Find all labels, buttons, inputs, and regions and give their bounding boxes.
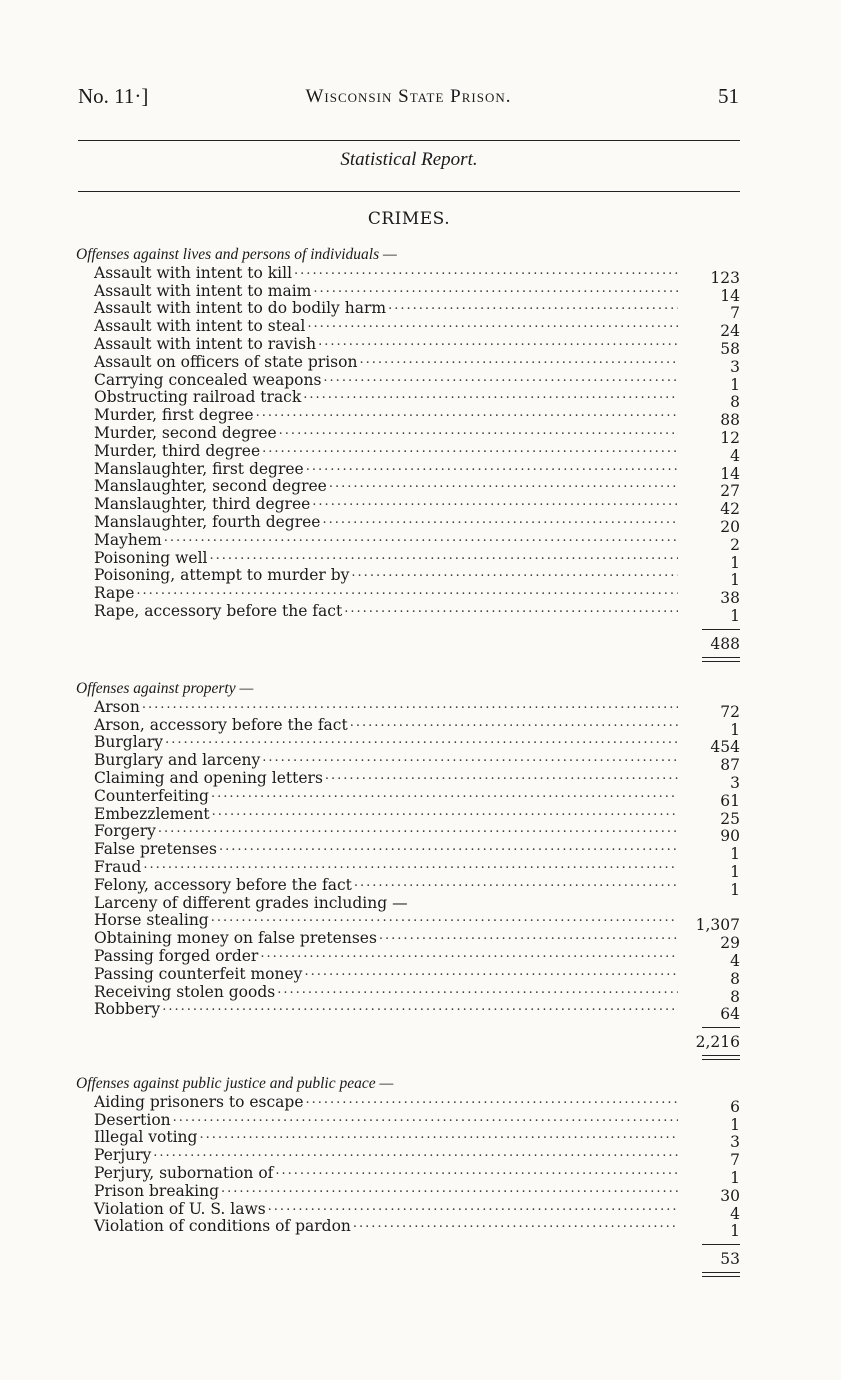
table-row xyxy=(76,459,740,483)
offense-label: False pretenses xyxy=(94,840,217,859)
offense-label: Larceny of different grades including — xyxy=(94,893,408,912)
offense-count: 454 xyxy=(710,738,740,757)
offense-count: 88 xyxy=(720,411,740,430)
dot-leader xyxy=(277,982,678,998)
offense-label: Perjury, subornation of xyxy=(94,1163,274,1182)
offense-count: 1 xyxy=(730,845,740,864)
double-rule xyxy=(702,1272,740,1273)
table-row xyxy=(76,928,740,953)
offense-count: 24 xyxy=(720,322,740,341)
offense-count: 3 xyxy=(730,1133,740,1152)
table-row xyxy=(76,548,740,572)
dot-leader xyxy=(153,1145,678,1161)
dot-leader xyxy=(344,601,678,617)
offense-label: Fraud xyxy=(94,857,142,876)
table-row xyxy=(76,530,740,554)
dot-leader xyxy=(162,999,678,1015)
dot-leader xyxy=(173,1110,678,1126)
offense-label: Obtaining money on false pretenses xyxy=(94,929,377,948)
section-title: Offenses against lives and persons of individuals — xyxy=(76,246,397,263)
offense-count: 14 xyxy=(720,464,740,483)
table-row xyxy=(76,1199,740,1223)
table-row xyxy=(76,1128,740,1152)
offense-count: 4 xyxy=(730,1204,740,1223)
offense-count: 58 xyxy=(720,339,740,358)
section-public-justice xyxy=(76,1075,740,1286)
offense-count: 8 xyxy=(730,393,740,412)
dot-leader xyxy=(351,565,678,581)
table-row xyxy=(76,1000,740,1024)
top-rule xyxy=(78,140,740,141)
table-row xyxy=(76,733,740,757)
offense-label: Arson, accessory before the fact xyxy=(94,715,348,734)
offense-label: Counterfeiting xyxy=(94,786,209,805)
offense-count: 38 xyxy=(720,589,740,608)
offense-label: Murder, second degree xyxy=(94,423,277,442)
offense-count: 1 xyxy=(730,880,740,899)
offense-count: 14 xyxy=(720,286,740,305)
section-total xyxy=(76,1234,740,1286)
table-row xyxy=(76,334,740,358)
dot-leader xyxy=(325,768,678,784)
table-row xyxy=(76,388,740,412)
offense-count: 29 xyxy=(720,934,740,953)
table-row xyxy=(76,964,740,988)
offense-label: Forgery xyxy=(94,822,156,841)
offense-label: Embezzlement xyxy=(94,804,210,823)
dot-leader xyxy=(260,946,678,962)
dot-leader xyxy=(199,1127,678,1143)
double-rule xyxy=(702,657,740,658)
dot-leader xyxy=(262,441,678,457)
section-lives-persons xyxy=(76,246,740,671)
dot-leader xyxy=(275,1163,678,1179)
offense-count: 8 xyxy=(730,969,740,988)
offense-count: 27 xyxy=(720,482,740,501)
offense-label: Desertion xyxy=(94,1110,171,1129)
offense-count: 1 xyxy=(730,375,740,394)
page-header xyxy=(78,84,739,114)
dot-leader xyxy=(268,1199,678,1215)
offense-label: Manslaughter, first degree xyxy=(94,459,304,478)
table-row xyxy=(76,1217,740,1241)
dot-leader xyxy=(350,715,678,731)
dot-leader xyxy=(165,732,678,748)
total-rule xyxy=(702,629,740,630)
offense-label: Burglary xyxy=(94,733,164,752)
offense-count: 4 xyxy=(730,446,740,465)
offense-label: Assault on officers of state prison xyxy=(94,352,358,371)
offense-count: 42 xyxy=(720,500,740,519)
table-row xyxy=(76,893,740,911)
double-rule xyxy=(702,1055,740,1056)
offense-label: Assault with intent to steal xyxy=(94,317,306,336)
dot-leader xyxy=(353,1216,678,1232)
offense-count: 64 xyxy=(720,1005,740,1024)
table-row xyxy=(76,316,740,341)
subtitle-rule xyxy=(78,191,740,192)
offense-count: 1 xyxy=(730,720,740,739)
dot-leader xyxy=(136,583,678,599)
dot-leader xyxy=(306,459,678,475)
offense-label: Passing forged order xyxy=(94,946,259,965)
running-title: Wisconsin State Prison. xyxy=(305,86,512,107)
dot-leader xyxy=(210,548,678,564)
dot-leader xyxy=(312,494,678,510)
offense-label: Murder, first degree xyxy=(94,406,254,425)
offense-label: Murder, third degree xyxy=(94,441,261,460)
offense-count: 1 xyxy=(730,606,740,625)
table-row xyxy=(76,423,740,447)
table-row xyxy=(76,281,740,305)
table-row xyxy=(76,566,740,590)
dot-leader xyxy=(354,875,678,891)
offense-label: Arson xyxy=(94,697,140,716)
double-rule xyxy=(702,661,740,662)
dot-leader xyxy=(303,387,678,403)
table-row xyxy=(76,982,740,1006)
table-row xyxy=(76,512,740,536)
table-row xyxy=(76,477,740,501)
dot-leader xyxy=(359,352,678,368)
section-property xyxy=(76,680,740,1069)
dot-leader xyxy=(158,821,678,837)
double-rule xyxy=(702,1059,740,1060)
offense-label: Violation of U. S. laws xyxy=(94,1199,266,1218)
offense-count: 1 xyxy=(730,553,740,572)
offense-count: 12 xyxy=(720,428,740,447)
dot-leader xyxy=(219,839,678,855)
table-row xyxy=(76,263,740,287)
offense-label: Manslaughter, fourth degree xyxy=(94,512,321,531)
offense-label: Poisoning, attempt to murder by xyxy=(94,566,350,585)
dot-leader xyxy=(256,405,678,421)
offense-label: Obstructing railroad track xyxy=(94,388,302,407)
offense-count: 61 xyxy=(720,791,740,810)
dot-leader xyxy=(294,263,678,279)
offense-count: 1 xyxy=(730,862,740,881)
dot-leader xyxy=(212,804,678,820)
dot-leader xyxy=(221,1181,678,1197)
offense-count: 25 xyxy=(720,809,740,828)
total-rule xyxy=(702,1027,740,1028)
offense-count: 1 xyxy=(730,1222,740,1241)
offense-label: Rape xyxy=(94,584,135,603)
dot-leader xyxy=(379,928,678,944)
double-rule xyxy=(702,1276,740,1277)
dot-leader xyxy=(307,316,678,332)
offense-label: Assault with intent to ravish xyxy=(94,334,317,353)
table-row xyxy=(76,857,740,881)
offense-label: Perjury xyxy=(94,1146,152,1165)
dot-leader xyxy=(304,964,678,980)
table-row xyxy=(76,299,740,323)
total-value: 53 xyxy=(720,1250,740,1269)
dot-leader xyxy=(262,750,678,766)
offense-count: 1 xyxy=(730,1168,740,1187)
dot-leader xyxy=(211,910,678,926)
offense-count: 7 xyxy=(730,304,740,323)
offense-label: Passing counterfeit money xyxy=(94,964,303,983)
offense-count: 1 xyxy=(730,571,740,590)
table-row xyxy=(76,786,740,810)
table-row xyxy=(76,405,740,430)
offense-count: 20 xyxy=(720,517,740,536)
table-row xyxy=(76,946,740,970)
section-title: Offenses against property — xyxy=(76,680,254,697)
table-row xyxy=(76,1145,740,1170)
offense-label: Claiming and opening letters xyxy=(94,768,323,787)
table-row xyxy=(76,715,740,739)
offense-label: Rape, accessory before the fact xyxy=(94,601,343,620)
offense-label: Manslaughter, third degree xyxy=(94,495,311,514)
document-number: No. 11·] xyxy=(78,84,149,108)
section-title: Offenses against public justice and public peace — xyxy=(76,1075,394,1092)
table-row xyxy=(76,494,740,519)
dot-leader xyxy=(211,786,678,802)
table-row xyxy=(76,1163,740,1187)
offense-label: Assault with intent to maim xyxy=(94,281,312,300)
offense-count: 1,307 xyxy=(695,916,740,935)
offense-count: 8 xyxy=(730,987,740,1006)
table-row xyxy=(76,1092,740,1116)
total-value: 488 xyxy=(710,634,740,653)
offense-count: 3 xyxy=(730,773,740,792)
offense-count: 4 xyxy=(730,951,740,970)
page-number: 51 xyxy=(718,84,739,108)
table-row xyxy=(76,839,740,864)
dot-leader xyxy=(143,857,678,873)
offense-label: Mayhem xyxy=(94,530,162,549)
offense-label: Horse stealing xyxy=(94,911,209,930)
table-row xyxy=(76,911,740,935)
offense-label: Burglary and larceny xyxy=(94,751,261,770)
table-row xyxy=(76,750,740,775)
table-row xyxy=(76,875,740,899)
dot-leader xyxy=(323,370,678,386)
offense-label: Assault with intent to kill xyxy=(94,263,293,282)
offense-count: 90 xyxy=(720,827,740,846)
dot-leader xyxy=(322,512,678,528)
dot-leader xyxy=(306,1092,678,1108)
dot-leader xyxy=(388,298,678,314)
table-row xyxy=(76,804,740,828)
section-total xyxy=(76,619,740,671)
offense-count: 87 xyxy=(720,756,740,775)
offense-label: Illegal voting xyxy=(94,1128,198,1147)
dot-leader xyxy=(329,476,678,492)
offense-label: Poisoning well xyxy=(94,548,208,567)
table-row xyxy=(76,583,740,608)
table-row xyxy=(76,1110,740,1134)
dot-leader xyxy=(313,281,678,297)
dot-leader xyxy=(164,530,678,546)
offense-count: 30 xyxy=(720,1186,740,1205)
dot-leader xyxy=(279,423,678,439)
offense-count: 3 xyxy=(730,357,740,376)
table-row xyxy=(76,768,740,792)
total-value: 2,216 xyxy=(695,1033,740,1052)
section-total xyxy=(76,1017,740,1069)
offense-count: 72 xyxy=(720,702,740,721)
report-subtitle: Statistical Report. xyxy=(340,149,478,170)
table-row xyxy=(76,697,740,721)
total-rule xyxy=(702,1244,740,1245)
offense-label: Robbery xyxy=(94,1000,161,1019)
offense-label: Carrying concealed weapons xyxy=(94,370,322,389)
table-row xyxy=(76,822,740,846)
table-row xyxy=(76,601,740,625)
dot-leader xyxy=(142,697,678,713)
offense-label: Felony, accessory before the fact xyxy=(94,875,352,894)
offense-label: Prison breaking xyxy=(94,1181,219,1200)
section-heading: CRIMES. xyxy=(367,209,451,229)
offense-label: Receiving stolen goods xyxy=(94,982,276,1001)
table-row xyxy=(76,1181,740,1205)
offense-count: 2 xyxy=(730,535,740,554)
offense-count: 1 xyxy=(730,1115,740,1134)
dot-leader xyxy=(318,334,678,350)
table-row xyxy=(76,370,740,394)
offense-label: Manslaughter, second degree xyxy=(94,477,327,496)
table-row xyxy=(76,352,740,376)
offense-count: 6 xyxy=(730,1097,740,1116)
offense-label: Assault with intent to do bodily harm xyxy=(94,299,387,318)
offense-label: Aiding prisoners to escape xyxy=(94,1092,304,1111)
table-row xyxy=(76,441,740,465)
offense-label: Violation of conditions of pardon xyxy=(94,1217,351,1236)
offense-count: 7 xyxy=(730,1151,740,1170)
offense-count: 123 xyxy=(710,268,740,287)
